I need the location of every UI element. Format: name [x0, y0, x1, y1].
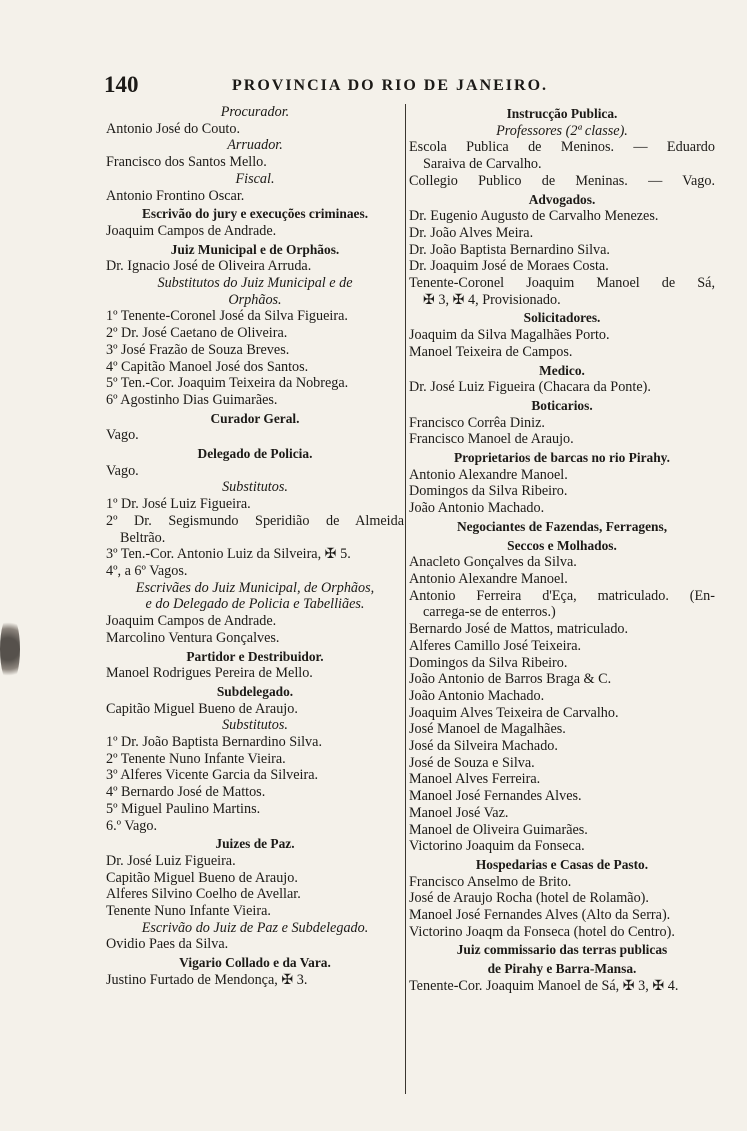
entry-continuation: Beltrão.: [120, 529, 166, 546]
entry-continuation: Saraiva de Carvalho.: [423, 156, 542, 173]
entry-line: José de Araujo Rocha (hotel de Rolamão).: [409, 890, 649, 907]
page-header: [104, 72, 724, 106]
entry-line: Francisco Anselmo de Brito.: [409, 873, 572, 890]
entry-line: 5º Ten.-Cor. Joaquim Teixeira da Nobrega.: [106, 375, 349, 392]
entry-line: 1º Dr. João Baptista Bernardino Silva.: [106, 734, 322, 751]
entry-continuation: carrega-se de enterros.): [423, 604, 556, 621]
entry-line: Joaquim da Silva Magalhães Porto.: [409, 327, 610, 344]
left-column: [106, 104, 404, 989]
section-subheading: Professores (2ª classe).: [496, 122, 628, 139]
entry-line: Alferes Camillo José Teixeira.: [409, 637, 582, 654]
section-heading: Juizes de Paz.: [215, 836, 295, 852]
entry-line: Vago.: [106, 427, 139, 444]
entry-continuation: ✠ 3, ✠ 4, Provisionado.: [423, 291, 561, 308]
running-title: PROVINCIA DO RIO DE JANEIRO.: [232, 77, 549, 94]
entry-line: 2º Dr. José Caetano de Oliveira.: [106, 325, 288, 342]
section-heading: Seccos e Molhados.: [507, 537, 617, 553]
ink-blot: [0, 614, 20, 684]
entry-line: Tenente-Coronel Joaquim Manoel de Sá,: [409, 275, 715, 292]
entry-line: Domingos da Silva Ribeiro.: [409, 654, 568, 671]
entry-line: Dr. João Baptista Bernardino Silva.: [409, 241, 610, 258]
entry-line: Antonio Alexandre Manoel.: [409, 570, 568, 587]
entry-line: 2º Dr. Segismundo Speridião de Almeida: [106, 512, 404, 529]
section-heading: Boticarios.: [531, 397, 593, 413]
entry-line: 1º Dr. José Luiz Figueira.: [106, 496, 251, 513]
section-heading: Medico.: [539, 362, 585, 378]
section-subheading: Fiscal.: [235, 170, 275, 187]
entry-line: Manoel José Fernandes Alves (Alto da Serra).: [409, 907, 671, 924]
right-column: [409, 104, 715, 995]
entry-line: 4º Capitão Manoel José dos Santos.: [106, 358, 309, 375]
entry-line: Vago.: [106, 462, 139, 479]
entry-line: Dr. Eugenio Augusto de Carvalho Menezes.: [409, 208, 659, 225]
page-number: 140: [104, 72, 139, 97]
section-subheading: Escrivão do Juiz de Paz e Subdelegado.: [141, 919, 369, 936]
entry-line: João Antonio de Barros Braga & C.: [409, 671, 612, 688]
entry-line: Bernardo José de Mattos, matriculado.: [409, 621, 629, 638]
section-heading: Escrivão do jury e execuções criminaes.: [141, 206, 369, 222]
section-subheading: Escrivães do Juiz Municipal, de Orphãos,: [135, 579, 375, 596]
section-heading: Juiz commissario das terras publicas: [456, 942, 668, 958]
entry-line: Tenente Nuno Infante Vieira.: [106, 903, 271, 920]
entry-line: Antonio Alexandre Manoel.: [409, 466, 568, 483]
entry-line: José de Souza e Silva.: [409, 754, 535, 771]
section-subheading: Procurador.: [220, 104, 290, 120]
entry-line: 4º Bernardo José de Mattos.: [106, 784, 266, 801]
section-subheading: Orphãos.: [228, 291, 282, 308]
entry-line: 6.º Vago.: [106, 817, 158, 834]
section-heading: Subdelegado.: [216, 683, 294, 699]
entry-line: Tenente-Cor. Joaquim Manoel de Sá, ✠ 3, ✠ 4.: [409, 977, 679, 994]
section-subheading: Substitutos.: [222, 717, 288, 734]
entry-line: 2º Tenente Nuno Infante Vieira.: [106, 750, 286, 767]
entry-line: 3º José Frazão de Souza Breves.: [106, 341, 290, 358]
entry-line: 1º Tenente-Coronel José da Silva Figueira.: [106, 308, 348, 325]
section-heading: Negociantes de Fazendas, Ferragens,: [456, 518, 668, 534]
entry-line: Justino Furtado de Mendonça, ✠ 3.: [106, 971, 308, 988]
section-heading: Curador Geral.: [210, 410, 300, 426]
entry-line: Dr. João Alves Meira.: [409, 224, 534, 241]
entry-line: Alferes Silvino Coelho de Avellar.: [106, 886, 301, 903]
entry-line: Manoel Alves Ferreira.: [409, 771, 541, 788]
entry-line: Capitão Miguel Bueno de Araujo.: [106, 869, 298, 886]
entry-line: Victorino Joaqm da Fonseca (hotel do Centro).: [409, 923, 675, 940]
entry-line: 5º Miguel Paulino Martins.: [106, 800, 261, 817]
entry-line: Dr. José Luiz Figueira.: [106, 852, 236, 869]
entry-line: Ovidio Paes da Silva.: [106, 936, 229, 953]
entry-line: 3º Ten.-Cor. Antonio Luiz da Silveira, ✠ 5.: [106, 546, 351, 563]
section-heading: Juiz Municipal e de Orphãos.: [170, 241, 340, 257]
section-subheading: Substitutos do Juiz Municipal e de: [157, 275, 353, 292]
section-heading: Delegado de Policia.: [197, 446, 313, 462]
entry-line: Anacleto Gonçalves da Silva.: [409, 554, 577, 571]
entry-line: Francisco dos Santos Mello.: [106, 154, 267, 171]
entry-line: Escola Publica de Meninos. — Eduardo: [409, 139, 715, 156]
section-heading: Proprietarios de barcas no rio Pirahy.: [454, 450, 670, 466]
entry-line: João Antonio Machado.: [409, 687, 545, 704]
column-divider: [405, 104, 406, 1094]
entry-line: Manoel de Oliveira Guimarães.: [409, 821, 588, 838]
entry-line: Domingos da Silva Ribeiro.: [409, 483, 568, 500]
section-heading: Advogados.: [528, 191, 596, 207]
section-heading: Partidor e Destribuidor.: [186, 648, 324, 664]
entry-line: Francisco Manoel de Araujo.: [409, 431, 574, 448]
section-heading: Instrucção Publica.: [506, 106, 618, 121]
entry-line: Manoel Rodrigues Pereira de Mello.: [106, 665, 313, 682]
entry-line: Manoel José Vaz.: [409, 804, 509, 821]
entry-line: Manoel José Fernandes Alves.: [409, 788, 582, 805]
entry-line: 3º Alferes Vicente Garcia da Silveira.: [106, 767, 319, 784]
entry-line: Antonio José do Couto.: [106, 120, 240, 137]
section-subheading: Substitutos.: [222, 479, 288, 496]
section-heading: Solicitadores.: [523, 310, 601, 326]
entry-line: Marcolino Ventura Gonçalves.: [106, 629, 280, 646]
entry-line: Joaquim Campos de Andrade.: [106, 613, 277, 630]
entry-line: Joaquim Alves Teixeira de Carvalho.: [409, 704, 619, 721]
section-subheading: e do Delegado de Policia e Tabelliães.: [145, 596, 365, 613]
entry-line: Capitão Miguel Bueno de Araujo.: [106, 700, 298, 717]
entry-line: Antonio Frontino Oscar.: [106, 187, 245, 204]
entry-line: José Manoel de Magalhães.: [409, 721, 566, 738]
entry-line: João Antonio Machado.: [409, 500, 545, 517]
entry-line: Victorino Joaquim da Fonseca.: [409, 838, 585, 855]
section-heading: de Pirahy e Barra-Mansa.: [487, 961, 637, 977]
entry-line: Antonio Ferreira d'Eça, matriculado. (En-: [409, 587, 715, 604]
section-subheading: Arruador.: [227, 137, 283, 154]
section-heading: Hospedarias e Casas de Pasto.: [475, 856, 649, 872]
entry-line: Collegio Publico de Meninas. — Vago.: [409, 172, 715, 189]
entry-line: Dr. José Luiz Figueira (Chacara da Ponte).: [409, 379, 651, 396]
entry-line: Dr. Joaquim José de Moraes Costa.: [409, 258, 609, 275]
entry-line: Joaquim Campos de Andrade.: [106, 222, 277, 239]
entry-line: Francisco Corrêa Diniz.: [409, 414, 545, 431]
entry-line: Manoel Teixeira de Campos.: [409, 343, 573, 360]
entry-line: 6º Agostinho Dias Guimarães.: [106, 391, 278, 408]
entry-line: Dr. Ignacio José de Oliveira Arruda.: [106, 258, 312, 275]
entry-line: José da Silveira Machado.: [409, 738, 558, 755]
entry-line: 4º, a 6º Vagos.: [106, 562, 188, 579]
section-heading: Vigario Collado e da Vara.: [179, 955, 331, 971]
